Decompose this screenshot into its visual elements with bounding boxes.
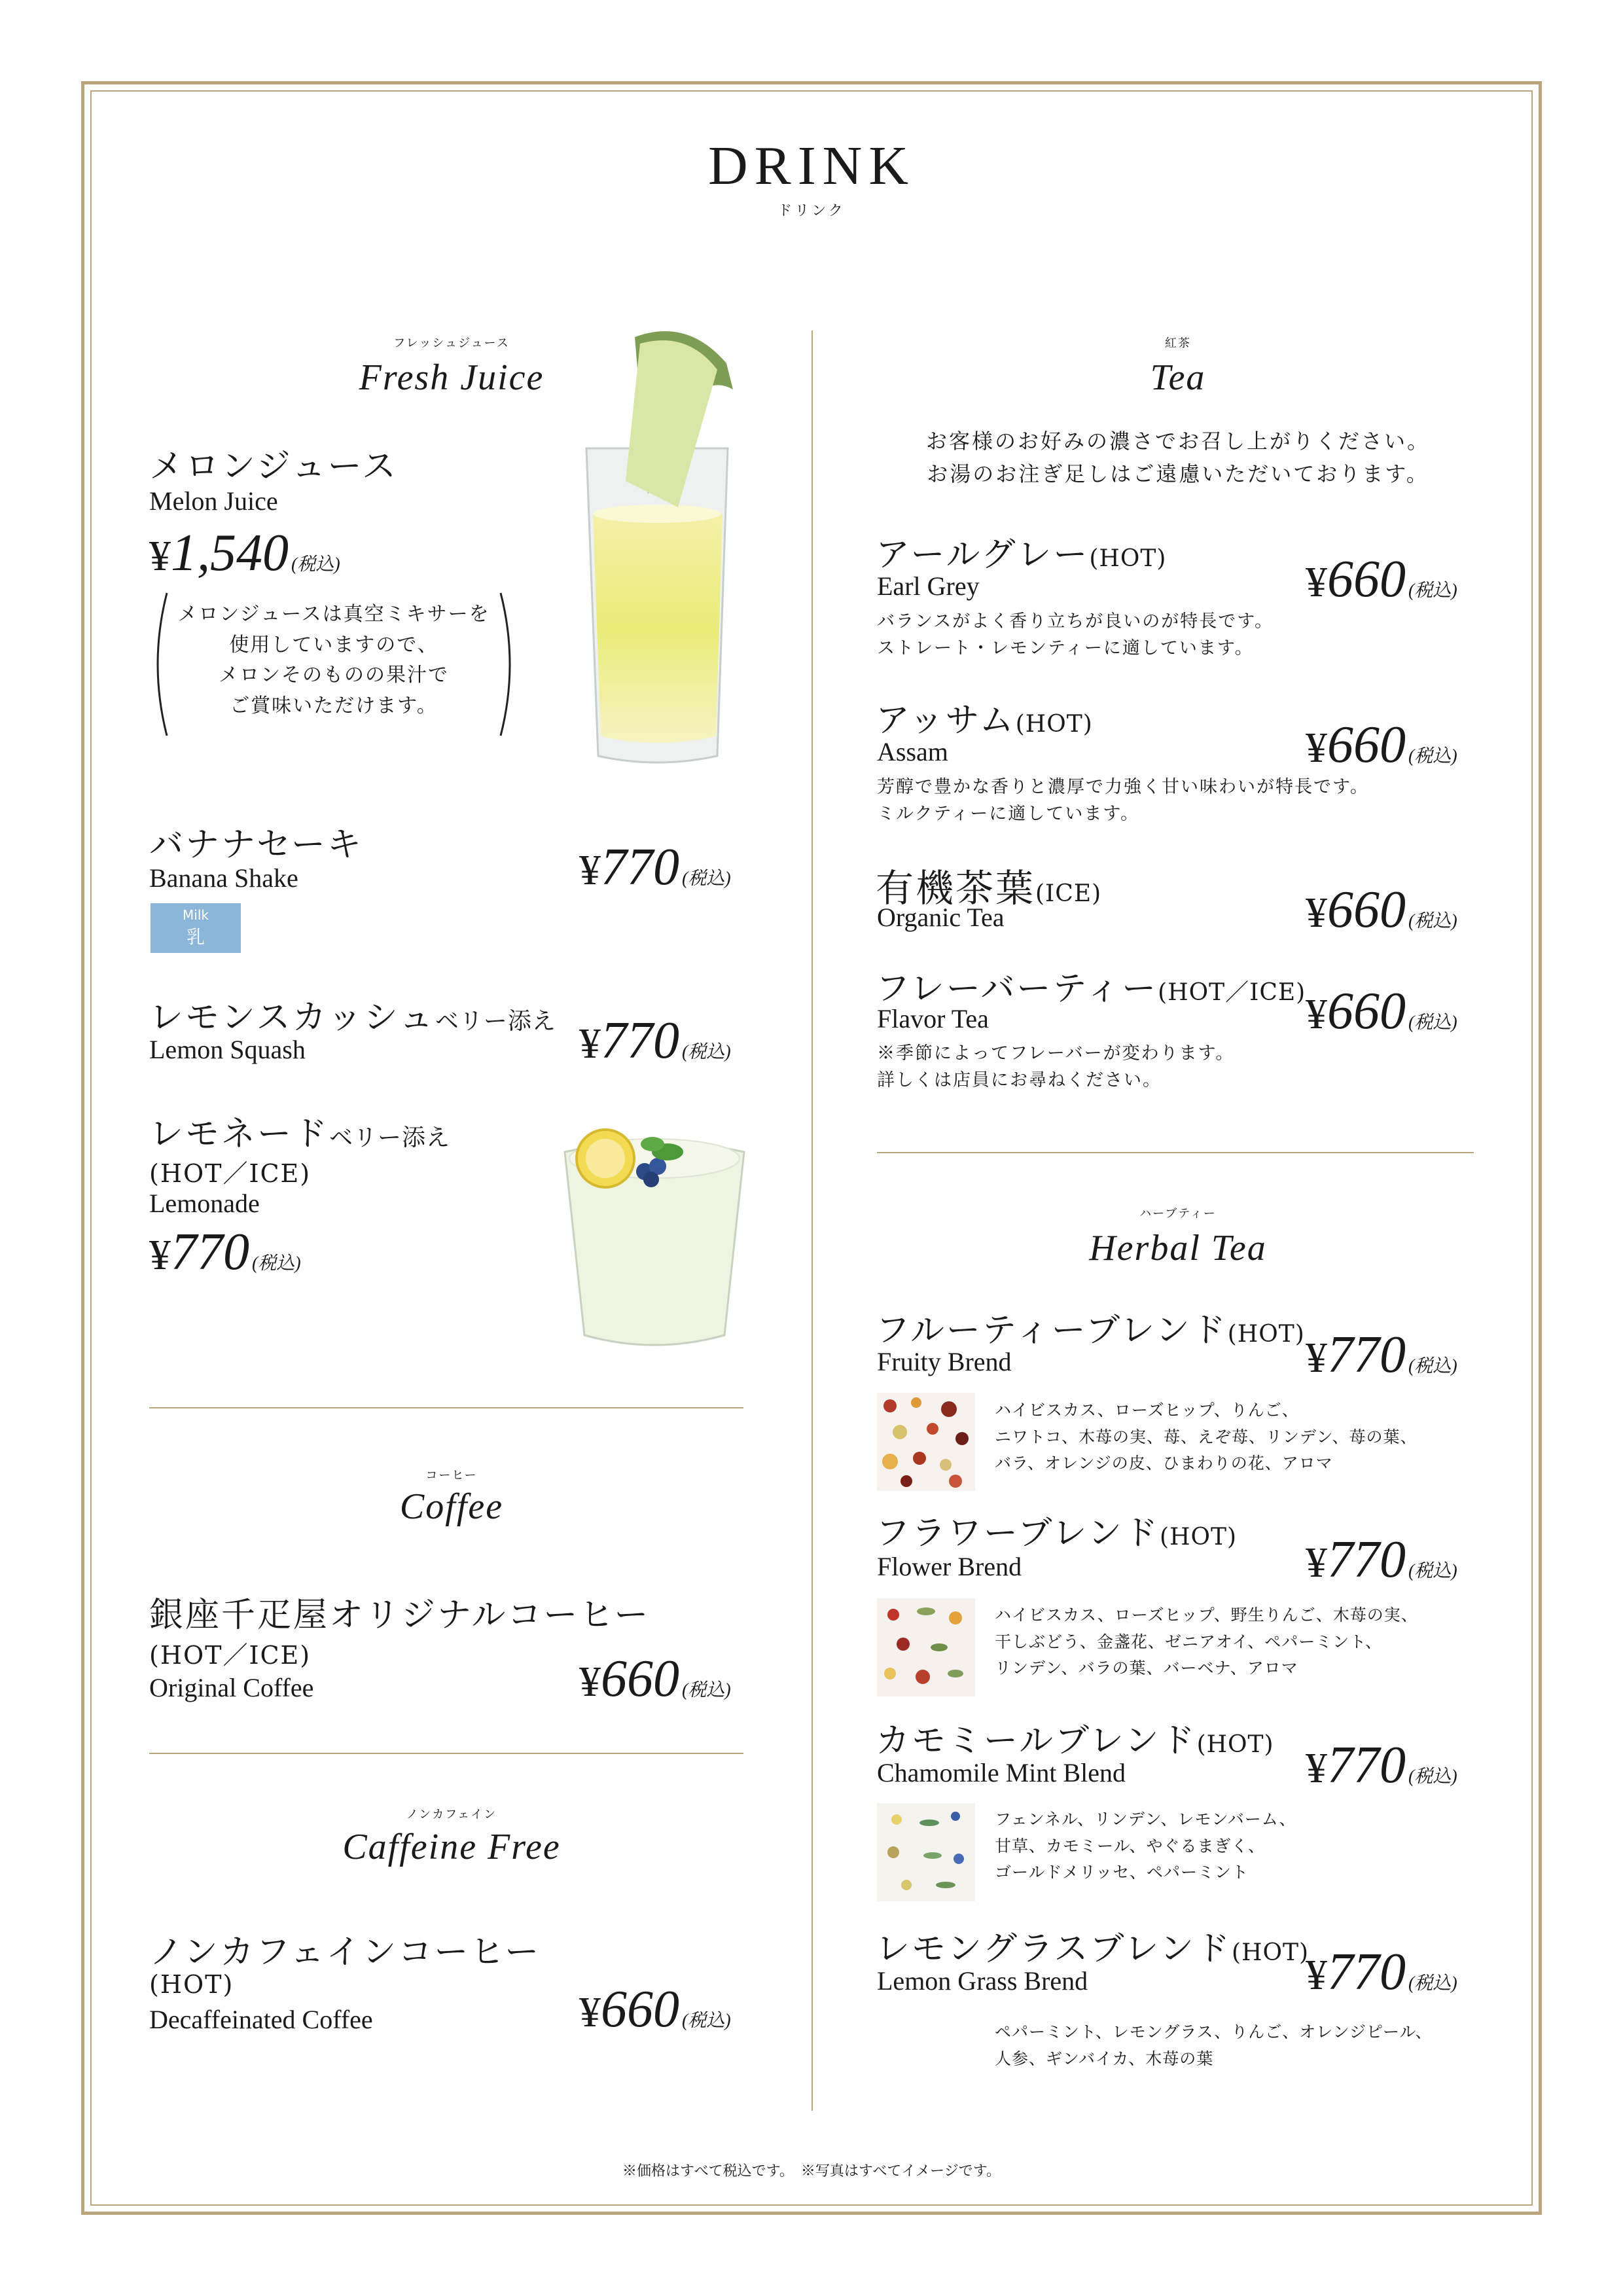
footer-note: ※価格はすべて税込です。 ※写真はすべてイメージです。 xyxy=(622,2163,1001,2179)
lemonade-temp: (HOT／ICE) xyxy=(149,1159,312,1188)
flower-blend-photo xyxy=(877,1598,975,1696)
column-divider xyxy=(812,331,813,2111)
chamomile-blend-name-jp: カモミールブレンド(HOT) xyxy=(876,1721,1274,1761)
lemongrass-blend-ingredients xyxy=(995,2019,1433,2072)
original-coffee-name-en: Original Coffee xyxy=(149,1673,314,1702)
lemon-squash-name-jp: レモンスカッシュベリー添え xyxy=(149,998,556,1037)
divider-juice-coffee xyxy=(149,1407,743,1408)
lemonade-name-jp: レモネードベリー添え xyxy=(149,1115,451,1154)
assam-name-en: Assam xyxy=(877,737,948,766)
ingredient-line: バラ、オレンジの皮、ひまわりの花、アロマ xyxy=(995,1454,1333,1473)
ingredient-line: ハイビスカス、ローズヒップ、野生りんご、木苺の実、 xyxy=(995,1605,1418,1624)
herbal-section-kana: ハーブティー xyxy=(1139,1207,1217,1221)
coffee-section-kana: コーヒー xyxy=(425,1469,478,1482)
melon-note-line: ご賞味いただけます。 xyxy=(230,694,438,717)
tea-intro-line: お客様のお好みの濃さでお召し上がりください。 xyxy=(925,429,1430,454)
page-title-kana: ドリンク xyxy=(777,203,846,219)
allergen-label-jp: 乳 xyxy=(186,926,205,948)
juice-section-kana: フレッシュジュース xyxy=(393,336,510,350)
tea-intro-line: お湯のお注ぎ足しはご遠慮いただいております。 xyxy=(927,461,1429,486)
earl-grey-desc xyxy=(877,609,1274,662)
melon-note-line: 使用していますので、 xyxy=(229,633,438,656)
original-coffee-name-jp: 銀座千疋屋オリジナルコーヒー xyxy=(149,1596,651,1635)
melon-note-box xyxy=(147,589,520,740)
melon-note-line: メロンジュースは真空ミキサーを xyxy=(177,603,490,626)
chamomile-blend-ingredients xyxy=(995,1806,1296,1886)
herbal-section-title: Herbal Tea xyxy=(1089,1228,1267,1268)
flavor-tea-desc-line: ※季節によってフレーバーが変わります。 xyxy=(877,1043,1235,1064)
divider-coffee-decaf xyxy=(149,1753,743,1754)
coffee-section-title: Coffee xyxy=(399,1486,504,1527)
tea-section-kana: 紅茶 xyxy=(1165,336,1191,350)
tea-intro xyxy=(877,425,1479,490)
fruity-blend-ingredients xyxy=(995,1397,1418,1477)
earl-grey-name-jp: アールグレー(HOT) xyxy=(876,535,1167,575)
assam-desc xyxy=(877,774,1369,827)
ingredient-line: 人参、ギンバイカ、木苺の葉 xyxy=(995,2049,1214,2068)
organic-tea-name-en: Organic Tea xyxy=(877,903,1005,932)
melon-juice-photo xyxy=(563,324,759,776)
decaf-section-kana: ノンカフェイン xyxy=(406,1808,497,1821)
flower-blend-name-jp: フラワーブレンド(HOT) xyxy=(876,1514,1238,1553)
lemon-squash-price: ¥770 (税込) xyxy=(579,1012,731,1069)
tea-section-title: Tea xyxy=(1150,357,1206,398)
organic-tea-name-jp: 有機茶葉(ICE) xyxy=(876,866,1102,910)
decaf-coffee-name-jp: ノンカフェインコーヒー xyxy=(149,1933,541,1972)
juice-section-title: Fresh Juice xyxy=(359,357,544,398)
flavor-tea-price: ¥660 (税込) xyxy=(1306,982,1457,1040)
organic-tea-price: ¥660 (税込) xyxy=(1306,881,1457,939)
flower-blend-ingredients xyxy=(995,1602,1418,1682)
milk-allergen-badge xyxy=(151,903,241,953)
assam-name-jp: アッサム(HOT) xyxy=(876,701,1093,740)
chamomile-blend-photo xyxy=(877,1803,975,1901)
lemongrass-blend-name-jp: レモングラスブレンド(HOT) xyxy=(876,1929,1310,1969)
chamomile-blend-price: ¥770 (税込) xyxy=(1306,1736,1457,1794)
decaf-coffee-temp: (HOT) xyxy=(149,1970,234,1999)
melon-note-line: メロンそのものの果汁で xyxy=(219,664,449,687)
melon-juice-name-jp: メロンジュース xyxy=(149,447,399,486)
original-coffee-temp: (HOT／ICE) xyxy=(149,1641,312,1670)
ingredient-line: フェンネル、リンデン、レモンバーム、 xyxy=(995,1810,1296,1829)
ingredient-line: ニワトコ、木苺の実、苺、えぞ苺、リンデン、苺の葉、 xyxy=(995,1427,1418,1446)
ingredient-line: 干しぶどう、金盞花、ゼニアオイ、ペパーミント、 xyxy=(995,1632,1383,1651)
flavor-tea-desc xyxy=(877,1041,1234,1094)
lemonade-name-en: Lemonade xyxy=(149,1189,260,1218)
flavor-tea-desc-line: 詳しくは店員にお尋ねください。 xyxy=(877,1069,1162,1090)
ingredient-line: ゴールドメリッセ、ペパーミント xyxy=(995,1863,1249,1882)
assam-desc-line: ミルクティーに適しています。 xyxy=(877,803,1140,824)
earl-grey-desc-line: バランスがよく香り立ちが良いのが特長です。 xyxy=(877,611,1274,632)
page-title: DRINK xyxy=(708,135,915,196)
original-coffee-price: ¥660 (税込) xyxy=(579,1650,731,1708)
banana-shake-name-jp: バナナセーキ xyxy=(149,825,363,865)
flavor-tea-name-jp: フレーバーティー(HOT／ICE) xyxy=(876,969,1306,1009)
flower-blend-name-en: Flower Brend xyxy=(877,1552,1022,1581)
melon-juice-name-en: Melon Juice xyxy=(149,486,278,516)
allergen-label-en: Milk xyxy=(183,907,209,923)
decaf-section-title: Caffeine Free xyxy=(342,1827,561,1867)
lemonade-photo xyxy=(553,1106,756,1355)
lemonade-price: ¥770 (税込) xyxy=(149,1223,301,1281)
decaf-coffee-name-en: Decaffeinated Coffee xyxy=(149,2005,373,2034)
banana-shake-name-en: Banana Shake xyxy=(149,863,298,893)
ingredient-line: ペパーミント、レモングラス、りんご、オレンジピール、 xyxy=(995,2022,1433,2041)
earl-grey-price: ¥660 (税込) xyxy=(1306,550,1457,608)
decaf-coffee-price: ¥660 (税込) xyxy=(579,1981,731,2038)
assam-desc-line: 芳醇で豊かな香りと濃厚で力強く甘い味わいが特長です。 xyxy=(877,777,1369,797)
earl-grey-name-en: Earl Grey xyxy=(877,571,980,601)
ingredient-line: 甘草、カモミール、やぐるまぎく、 xyxy=(995,1836,1266,1856)
chamomile-blend-name-en: Chamomile Mint Blend xyxy=(877,1758,1126,1787)
lemongrass-blend-name-en: Lemon Grass Brend xyxy=(877,1966,1088,1996)
banana-shake-price: ¥770 (税込) xyxy=(579,838,731,896)
fruity-blend-name-jp: フルーティーブレンド(HOT) xyxy=(876,1311,1305,1350)
lemon-squash-name-en: Lemon Squash xyxy=(149,1035,306,1064)
ingredient-line: ハイビスカス、ローズヒップ、りんご、 xyxy=(995,1401,1299,1420)
assam-price: ¥660 (税込) xyxy=(1306,716,1457,774)
fruity-blend-price: ¥770 (税込) xyxy=(1306,1326,1457,1384)
fruity-blend-photo xyxy=(877,1393,975,1491)
flower-blend-price: ¥770 (税込) xyxy=(1306,1531,1457,1588)
divider-tea-herbal xyxy=(877,1152,1474,1153)
fruity-blend-name-en: Fruity Brend xyxy=(877,1347,1012,1376)
earl-grey-desc-line: ストレート・レモンティーに適しています。 xyxy=(877,637,1254,658)
ingredient-line: リンデン、バラの葉、バーベナ、アロマ xyxy=(995,1659,1298,1677)
flavor-tea-name-en: Flavor Tea xyxy=(877,1004,989,1033)
lemongrass-blend-price: ¥770 (税込) xyxy=(1306,1943,1457,2001)
melon-juice-price: ¥1,540 (税込) xyxy=(149,524,340,582)
